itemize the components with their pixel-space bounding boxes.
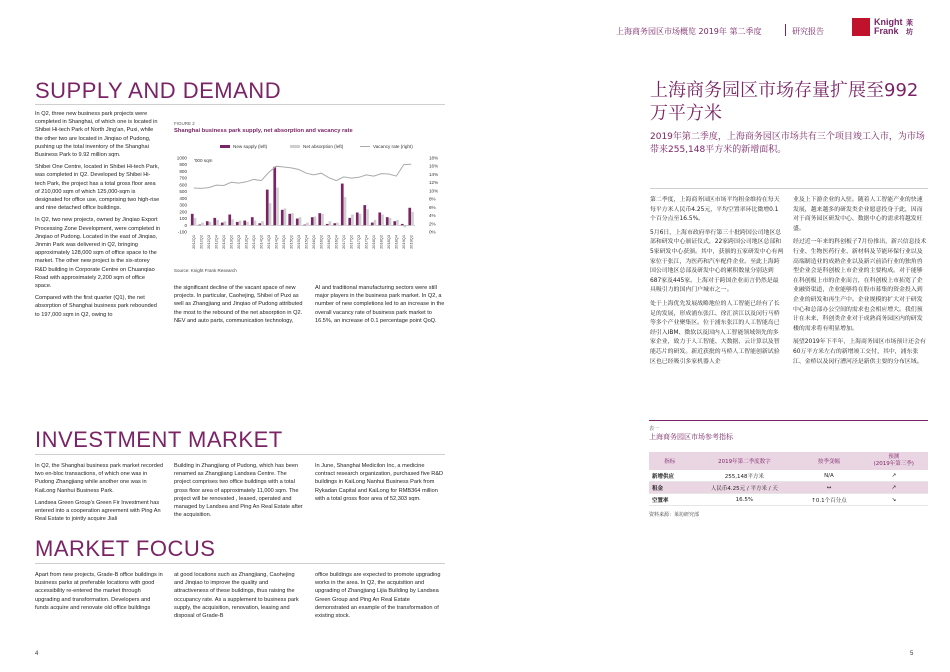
y2-tick-label: 18% [429,155,439,161]
x-tick-label: 2017Q1 [341,235,347,249]
absorption-bar [231,219,234,225]
cn-col2: 业及上下游企业的入驻。随着人工智能产业的快速发展，越来越多的研发类企业愿意投身于此，因而对于商务园区研发中心、数据中心的需求将越发旺盛。 经过近一年来的科创板子7月份推出，新兴信息技术行业、生物医药行业、新材料及节能环保行业以及高端制造业的成熟企业以及新兴前沿行业的独角兽型企业会是科创板上市企业的主要构成。对于能够在科创板上市的企业而言，在科创板上市拓宽了企业融资渠道，企业能够将在股市募集的资金投入到企业的研发和再生产中。企业规模的扩大对于研发中心和总部办公空间的需求也会相应增大。我们预计在未来，科创类企业对于成熟商务园区内的研发楼的需求将有明显增加。 展望2019年下半年，上海商务园区市场预计还会有60万平方米左右的新增竣工交付，其中，浦东张江、金桥以及闵行漕河泾是新供主要的分布区域。 [793,197,927,365]
supply-bar [281,210,284,225]
market-col1: Apart from new projects, Grade-B office buildings in business parks at preferable locations with good accessibility re-entered the market through upgrading and transformation. Developers and funds acquire and renovate old office buildings [35,572,163,611]
x-tick-label: 2016Q4 [333,235,339,249]
supply-bar [191,214,194,225]
y-tick-label: 300 [179,202,187,208]
x-tick-label: 2018Q2 [378,235,384,249]
absorption-bar [299,217,302,225]
x-tick-label: 2017Q3 [356,235,362,249]
investment-col2: Building in Zhangjiang of Pudong, which has been renamed as Zhangjiang Landsea Centre. The project comprises two office buildings with a total gross floor area of approximately 11,000 sqm. The project will be renovated , leased, operated and managed by Landsea and Ping An Real Estate after the acquisition. [174,463,303,519]
y-tick-label: 200 [179,209,187,215]
x-tick-label: 2014Q1 [251,235,257,249]
supply-bar [198,225,201,226]
x-tick-label: 2012Q2 [198,235,204,249]
x-tick-label: 2013Q3 [236,235,242,249]
supply-bar [243,221,246,226]
absorption-bar [396,220,399,225]
x-tick-label: 2017Q2 [348,235,354,249]
x-tick-label: 2014Q2 [258,235,264,249]
absorption-bar [194,218,197,225]
absorption-bar [321,214,324,225]
y-tick-label: 100 [179,216,187,222]
supply-demand-title: SUPPLY AND DEMAND [35,78,282,103]
supply-bar [213,218,216,225]
y-tick-label: 0 [184,222,187,228]
table-row [649,494,928,506]
table-label: 表一 [649,426,660,432]
absorption-bar [359,214,362,225]
investment-col3: In June, Shanghai Medicilon Inc, a medicine contract research organization, purchased five R&D buildings in KaiLong Nanhui Business Park from Rykadan Capital and KaiLong for RMB364 million with a total gross floor area of 52,303 sqm. [315,463,444,502]
x-tick-label: 2019Q2 [408,235,414,249]
absorption-bar [404,225,407,227]
y2-tick-label: 4% [429,213,436,219]
market-col2: at good locations such as Zhangjiang, Caohejing and Jinqiao to improve the quality and attractiveness of these buildings, thus raising the occupancy rate. As a supplement to business park supply, the acquisition, renovation, leasing and disposal of Grade-B [174,572,299,620]
section-rule [650,188,928,189]
x-tick-label: 2018Q4 [393,235,399,249]
x-tick-label: 2016Q3 [326,235,332,249]
absorption-bar [224,221,227,225]
supply-bar [266,190,269,226]
y-tick-label: 500 [179,189,187,195]
supply-col1: In Q2, three new business park projects were completed in Shanghai, of which one is located in Shibei Hi-tech Park of North Jing'an, Puxi, while the other two are located in Jinqiao of Pudong, pushing up the total inventory of the Shanghai Business Park to 9.92 million sqm. Shibei One Centre, located in Shibei Hi-tech Park, was completed in Q2. Developed by Shibei Hi-tech Park, the project has a total gross floor area of 210,000 sqm of which 125,000-sqm is designated for office use, comprising two high-rise and nine detached office buildings. In Q2, two new projects, owned by Jinqiao Export Processing Zone Development, were completed in Jinqiao of Pudong. Located in the east of Jinqiao, Jinmin Park was delivered in Q2, bringing approximately 128,000 sqm of office space to the market. The other new project is the six-storey R&D building in Corporate Centre on Chuanqiao Road with approximately 2,200 sqm of office space. Compared with the first quarter (Q1), the net absorption of Shanghai business park rebounded to 197,000 sqm in Q2, owing to [35,111,160,318]
x-tick-label: 2018Q3 [386,235,392,249]
supply-bar [333,223,336,225]
supply-bar [221,223,224,226]
x-tick-label: 2012Q4 [213,235,219,249]
absorption-bar [201,223,204,226]
table-cell: N/A [798,470,859,482]
y-tick-label: 400 [179,195,187,201]
absorption-bar [254,221,257,226]
x-tick-label: 2013Q4 [243,235,249,249]
absorption-bar [329,221,332,225]
y2-tick-label: 8% [429,196,436,202]
y2-tick-label: 16% [429,163,439,169]
supply-bar [371,223,374,226]
y2-tick-label: 0% [429,229,436,235]
table-title: 上海商务园区市场参考指标 [649,433,733,441]
supply-bar [378,212,381,225]
absorption-bar [389,218,392,225]
legend-label: New supply (left) [233,144,268,149]
supply-bar [311,217,314,225]
x-tick-label: 2014Q3 [266,235,272,249]
brand-name-cn: 莱 坊 [906,19,913,36]
report-title: 上海商务园区市场概览 2019年 第二季度 [616,27,762,36]
investment-market-title: INVESTMENT MARKET [35,427,283,452]
market-col3: office buildings are expected to promote upgrading works in the area. In Q2, the acquisition and upgrading of Zhangjiang Lijia Building by Landsea Green Group and Ping An Real Estate demonstrated an example of the transformation of existing stock. [315,572,441,620]
absorption-bar [269,203,272,225]
supply-bar [318,213,321,225]
absorption-bar [336,223,339,226]
x-tick-label: 2013Q1 [221,235,227,249]
cn-col1: 第二季度，上海商务园区市场平均租金维持在每天每平方米人民币4.25元，平均空置率环比微增0.1个百分点至16.5%。 5月6日，上海市政府举行第三十批跨国公司地区总部和研发中心颁证仪式，22家跨国公司地区总部和5家研发中心获颁。其中，获颁的五家研发中心有两家位于张江，为医药和汽车配件企业。至此上海跨国公司地区总部及研发中心的累积数量分别达到687家及445家。上海对于跨国企业而言仍然是最具吸引力的国内门户城市之一。 处于上海优先发展战略地位的人工智能已经有了长足的发展，形成浦东张江、徐汇滨江以及闵行马桥等多个产业聚集区。位于浦东张江的人工智能岛已经引入IBM、微软以及国内人工智能领域领先的多家企业，致力于人工智能、大数据、云计算以及智能芯片的研发。新近获批的马桥人工智能创新试验区也已经吸引多家机器人企 [650,197,784,365]
y-tick-label: 700 [179,175,187,181]
supply-bar [356,212,359,225]
absorption-bar [351,215,354,226]
market-focus-title: MARKET FOCUS [35,536,216,561]
x-tick-label: 2018Q1 [371,235,377,249]
supply-bar [303,225,306,226]
absorption-bar [411,212,414,225]
x-tick-label: 2014Q4 [273,235,279,249]
supply-absorption-vacancy-chart [160,138,445,266]
supply-bar [228,215,231,226]
supply-bar [393,221,396,225]
absorption-bar [314,217,317,226]
x-tick-label: 2015Q4 [303,235,309,249]
unit-label: '000 sqm [194,158,213,163]
vacancy-rate-line [194,164,411,188]
legend-label: Vacancy rate (right) [373,144,413,149]
table-cell: 255,148平方米 [690,470,798,482]
table-cell: ↗ [860,470,928,482]
table-header: 预测 (2019年第三季) [860,452,928,470]
y-tick-label: 1000 [176,155,187,161]
supply-col3: AI and traditional manufacturing sectors were still major players in the business park market. In Q2, a number of new completions led to an increase in the overall vacancy rate of business park market to 16.5%, an increase of 0.1 percentage point QoQ. [315,285,445,324]
section-rule [35,104,445,105]
table-row [649,470,928,482]
x-tick-label: 2016Q2 [318,235,324,249]
supply-bar [206,221,209,225]
figure-title: Shanghai business park supply, net absorption and vacancy rate [174,128,353,134]
absorption-bar [216,220,219,225]
page-number-left: 4 [35,651,39,657]
brand-name-en: Knight Frank [874,17,903,36]
cn-subheadline: 2019年第二季度，上海商务园区市场共有三个项目竣工入市，为市场带来255,148平方米的新增面积。 [650,132,925,155]
table-header: 指标 [649,452,690,470]
absorption-bar [209,222,212,225]
x-tick-label: 2019Q1 [401,235,407,249]
y-tick-label: 900 [179,162,187,168]
supply-bar [236,222,239,225]
table-top-rule [649,420,928,421]
table-cell: 新增供应 [649,470,690,482]
figure-label: FIGURE 2 [174,121,195,126]
absorption-bar [306,223,309,226]
table-cell: 16.5% [690,494,798,506]
supply-bar [341,184,344,226]
y2-tick-label: 2% [429,221,436,227]
indicators-table [649,452,928,518]
y2-tick-label: 12% [429,180,439,186]
supply-bar [273,167,276,226]
table-row [649,482,928,494]
absorption-bar [381,215,384,226]
supply-bar [296,219,299,226]
y-tick-label: 600 [179,182,187,188]
table-header: 按季变幅 [798,452,859,470]
absorption-bar [276,188,279,226]
absorption-bar [291,213,294,225]
report-type: 研究报告 [792,27,824,36]
legend-swatch [220,145,230,148]
y2-tick-label: 6% [429,204,436,210]
table-cell: ↘ [860,494,928,506]
y-tick-label: -100 [177,229,187,235]
table-cell: ↔ [798,482,859,494]
x-tick-label: 2016Q1 [311,235,317,249]
section-rule [35,454,445,455]
absorption-bar [284,208,287,225]
supply-col2: the significant decline of the vacant space of new projects. In particular, Caohejing, Shibei of Puxi as well as Zhangjiang and Jinqiao of Pudong attributed the most to the rebound of the net absorption in Q2. NEV and auto parts, communication technology, [174,285,303,324]
supply-bar [363,205,366,225]
table-cell: 空置率 [649,494,690,506]
cn-headline: 上海商务园区市场存量扩展至992万平方米 [650,80,919,124]
absorption-bar [261,221,264,225]
absorption-bar [374,220,377,225]
x-tick-label: 2013Q2 [228,235,234,249]
supply-bar [348,218,351,225]
legend-label: Net absorption (left) [303,144,344,149]
x-tick-label: 2015Q3 [296,235,302,249]
supply-bar [386,217,389,225]
table-header: 2019年第二季度数字 [690,452,798,470]
table-cell: 人民币4.25元 / 平方米 / 天 [690,482,798,494]
supply-bar [408,208,411,225]
x-tick-label: 2015Q2 [288,235,294,249]
absorption-bar [246,222,249,225]
x-tick-label: 2015Q1 [281,235,287,249]
legend-swatch [290,145,300,148]
absorption-bar [344,197,347,225]
y-tick-label: 800 [179,168,187,174]
figure-source: Source: Knight Frank Research [174,268,237,273]
supply-bar [401,224,404,225]
x-tick-label: 2017Q4 [363,235,369,249]
supply-bar [288,214,291,225]
table-cell: ↗ [860,482,928,494]
y2-tick-label: 10% [429,188,439,194]
table-cell: 租金 [649,482,690,494]
header-divider [785,24,786,36]
supply-bar [251,217,254,225]
supply-bar [258,223,261,225]
investment-col1: In Q2, the Shanghai business park market recorded two en-bloc transactions, of which one was in Pudong Zhangjiang while another one was in KaiLong Nanhui Business Park. Landsea Green Group's Green Fir Investment has entered into a cooperation agreement with Ping An Real Estate to jointly acquire Jiali [35,463,164,523]
supply-bar [326,224,329,225]
section-rule [35,563,445,564]
y2-tick-label: 14% [429,171,439,177]
table-source: 资料来源：莱坊研究部 [649,512,700,518]
x-tick-label: 2012Q3 [206,235,212,249]
absorption-bar [366,209,369,225]
x-tick-label: 2012Q1 [191,235,197,249]
brand-logo-icon [852,18,870,36]
page-number-right: 5 [910,651,914,657]
absorption-bar [239,221,242,226]
table-cell: ↑0.1个百分点 [798,494,859,506]
